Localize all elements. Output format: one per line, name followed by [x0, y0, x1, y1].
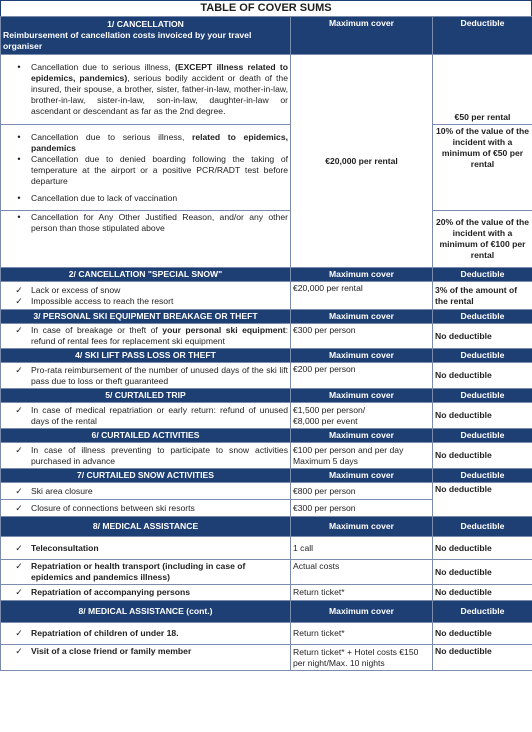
check-icon: ✓	[15, 502, 23, 513]
table-row	[1, 443, 532, 469]
cover-value: €20,000 per rental	[291, 282, 433, 310]
deductible-value: No deductible	[433, 537, 532, 560]
col-header-maximum-cover: Maximum cover	[291, 469, 433, 483]
col-header-deductible: Deductible	[433, 268, 532, 282]
list-item: ✓ Teleconsultation	[7, 543, 288, 554]
list-item: • Cancellation for Any Other Justified Reason, and/or any other person than those stipulated above	[7, 212, 288, 234]
check-icon: ✓	[15, 284, 23, 295]
table-row	[1, 125, 532, 211]
col-header-deductible: Deductible	[433, 601, 532, 623]
section-title: 6/ CURTAILED ACTIVITIES	[1, 429, 291, 443]
list-item: ✓ Repatriation of children of under 18.	[7, 628, 288, 639]
cover-sums-table	[0, 16, 532, 671]
table-row	[1, 560, 532, 585]
list-item: • Cancellation due to lack of vaccination	[7, 193, 288, 204]
section-header-equipment	[1, 310, 532, 324]
section-header-curtailed-activities	[1, 429, 532, 443]
section-header-cancellation	[1, 17, 532, 55]
list-item: • Cancellation due to serious illness, (EXCEPT illness related to epidemics, pandemics), serious bodily accident or death of the insured, their spouse, a brother, sister, father-in-law, mother-in-law, brother-in-law, sister-in-law, son-in-law, daughter-in-law or ascendant or descendant as far as the 2nd degree.	[7, 62, 288, 117]
table-row	[1, 211, 532, 268]
cover-value: €20,000 per rental	[291, 55, 433, 268]
deductible-value: No deductible	[433, 560, 532, 585]
section-title: 8/ MEDICAL ASSISTANCE	[1, 517, 291, 537]
table-row	[1, 483, 532, 500]
list-item: ✓ Repatriation of accompanying persons	[7, 587, 288, 598]
deductible-value: No deductible	[433, 483, 532, 517]
deductible-value: 10% of the value of the incident with a minimum of €50 per rental	[433, 125, 532, 211]
section-header-medical-assistance	[1, 517, 532, 537]
cover-value: €200 per person	[291, 363, 433, 389]
table-row	[1, 363, 532, 389]
bullet-icon: •	[17, 212, 21, 222]
check-icon: ✓	[15, 295, 23, 306]
col-header-deductible: Deductible	[433, 429, 532, 443]
col-header-deductible: Deductible	[433, 349, 532, 363]
section-header-ski-pass	[1, 349, 532, 363]
table-row	[1, 282, 532, 310]
section-title: 3/ PERSONAL SKI EQUIPMENT BREAKAGE OR THEFT	[1, 310, 291, 324]
check-icon: ✓	[15, 485, 23, 496]
list-item: ✓ Impossible access to reach the resort	[7, 296, 288, 307]
section-title: 5/ CURTAILED TRIP	[1, 389, 291, 403]
list-item: ✓ In case of breakage or theft of your personal ski equipment: refund of rental fees for replacement ski equipment	[7, 325, 288, 347]
col-header-deductible: Deductible	[433, 517, 532, 537]
check-icon: ✓	[15, 364, 23, 375]
check-icon: ✓	[15, 628, 23, 638]
deductible-value: No deductible	[433, 324, 532, 349]
page-title: TABLE OF COVER SUMS	[0, 0, 532, 16]
col-header-maximum-cover: Maximum cover	[291, 349, 433, 363]
section-header-curtailed-trip	[1, 389, 532, 403]
list-item: • Cancellation due to serious illness, related to epidemics, pandemics	[7, 132, 288, 154]
check-icon: ✓	[15, 646, 23, 656]
cover-value: €1,500 per person/ €8,000 per event	[291, 403, 433, 429]
list-item: ✓ Lack or excess of snow	[7, 285, 288, 296]
list-item: ✓ Visit of a close friend or family member	[7, 646, 288, 657]
section-subtitle: Reimbursement of cancellation costs invoiced by your travel organiser	[3, 30, 252, 51]
section-title: 8/ MEDICAL ASSISTANCE (cont.)	[1, 601, 291, 623]
cover-value: €300 per person	[291, 500, 433, 517]
col-header-maximum-cover: Maximum cover	[291, 389, 433, 403]
check-icon: ✓	[15, 542, 23, 553]
cover-value: €100 per person and per day Maximum 5 days	[291, 443, 433, 469]
col-header-maximum-cover: Maximum cover	[291, 429, 433, 443]
section-title: 2/ CANCELLATION "SPECIAL SNOW"	[1, 268, 291, 282]
section-title: 4/ SKI LIFT PASS LOSS OR THEFT	[1, 349, 291, 363]
table-row	[1, 55, 532, 125]
bullet-icon: •	[17, 62, 21, 72]
check-icon: ✓	[15, 561, 23, 571]
list-item: ✓ In case of medical repatriation or early return: refund of unused days of the rental	[7, 405, 288, 427]
table-row	[1, 403, 532, 429]
table-row	[1, 324, 532, 349]
section-title: 1/ CANCELLATION	[107, 19, 184, 29]
col-header-maximum-cover: Maximum cover	[291, 517, 433, 537]
check-icon: ✓	[15, 325, 23, 335]
deductible-value: 3% of the amount of the rental	[433, 282, 532, 310]
deductible-value: €50 per rental	[433, 55, 532, 125]
check-icon: ✓	[15, 404, 23, 415]
section-header-curtailed-snow	[1, 469, 532, 483]
cover-value: Actual costs	[291, 560, 433, 585]
col-header-deductible: Deductible	[433, 17, 532, 55]
col-header-maximum-cover: Maximum cover	[291, 268, 433, 282]
table-row	[1, 537, 532, 560]
cover-value: Return ticket*	[291, 623, 433, 645]
check-icon: ✓	[15, 587, 23, 597]
list-item: ✓ Closure of connections between ski resorts	[7, 503, 288, 514]
deductible-value: No deductible	[433, 403, 532, 429]
col-header-deductible: Deductible	[433, 469, 532, 483]
list-item: ✓ Repatriation or health transport (including in case of epidemics and pandemics illness)	[7, 561, 288, 583]
col-header-maximum-cover: Maximum cover	[291, 17, 433, 55]
section-title: 7/ CURTAILED SNOW ACTIVITIES	[1, 469, 291, 483]
col-header-maximum-cover: Maximum cover	[291, 601, 433, 623]
cover-value: €300 per person	[291, 324, 433, 349]
cover-value: Return ticket* + Hotel costs €150 per night/Max. 10 nights	[291, 645, 433, 671]
deductible-value: No deductible	[433, 645, 532, 671]
bullet-icon: •	[17, 153, 21, 164]
col-header-maximum-cover: Maximum cover	[291, 310, 433, 324]
table-row	[1, 623, 532, 645]
bullet-icon: •	[17, 131, 21, 142]
deductible-value: No deductible	[433, 585, 532, 601]
section-header-medical-assistance-cont	[1, 601, 532, 623]
list-item: ✓ Pro-rata reimbursement of the number of unused days of the ski lift pass due to loss or theft guaranteed	[7, 365, 288, 387]
list-item: ✓ Ski area closure	[7, 486, 288, 497]
deductible-value: No deductible	[433, 443, 532, 469]
deductible-value: 20% of the value of the incident with a minimum of €100 per rental	[433, 211, 532, 268]
check-icon: ✓	[15, 444, 23, 455]
table-row	[1, 645, 532, 671]
list-item: • Cancellation due to denied boarding following the taking of temperature at the airport or a positive PCR/RADT test before departure	[7, 154, 288, 187]
cover-value: €800 per person	[291, 483, 433, 500]
cover-value: 1 call	[291, 537, 433, 560]
table-row	[1, 585, 532, 601]
cover-value: Return ticket*	[291, 585, 433, 601]
col-header-deductible: Deductible	[433, 389, 532, 403]
bullet-icon: •	[17, 192, 21, 203]
deductible-value: No deductible	[433, 623, 532, 645]
col-header-deductible: Deductible	[433, 310, 532, 324]
section-header-special-snow	[1, 268, 532, 282]
deductible-value: No deductible	[433, 363, 532, 389]
list-item: ✓ In case of illness preventing to participate to snow activities purchased in advance	[7, 445, 288, 467]
